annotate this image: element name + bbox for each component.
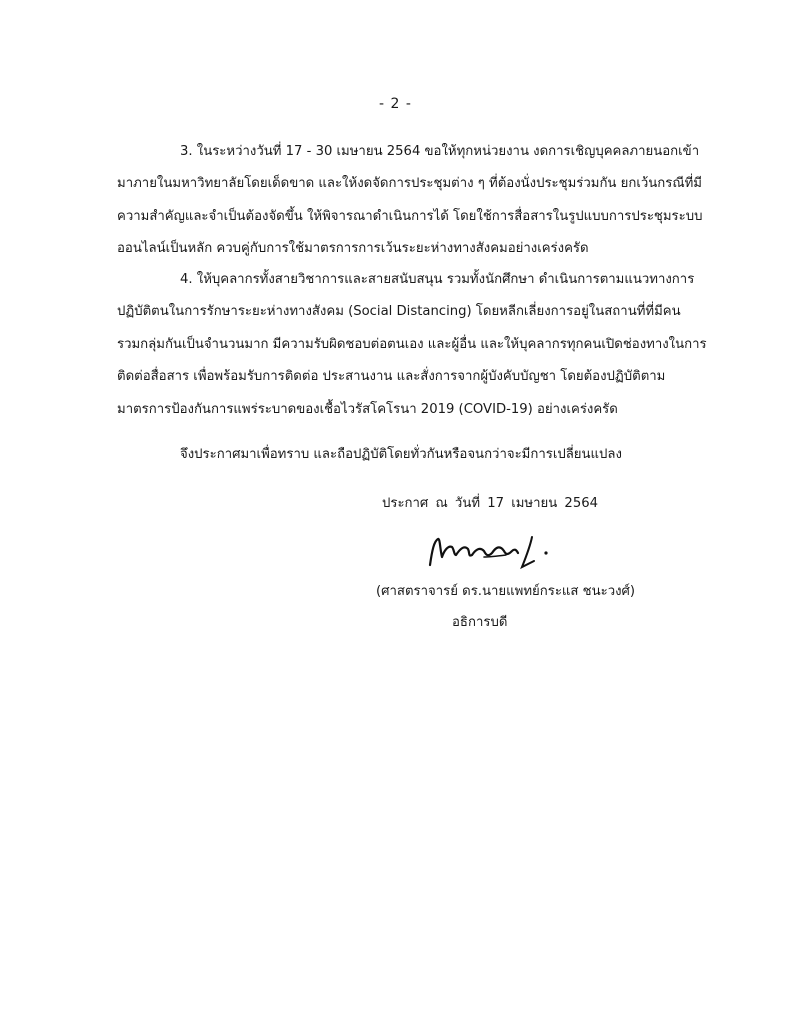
paragraph-line: ปฏิบัติตนในการรักษาระยะห่างทางสังคม (Social Distancing) โดยหลีกเลี่ยงการอยู่ในสถานที่ที่มีคน [117,304,681,320]
paragraph-line: 4. ให้บุคลากรทั้งสายวิชาการและสายสนับสนุน รวมทั้งนักศึกษา ดำเนินการตามแนวทางการ [180,272,695,287]
paragraph-3 [117,136,703,266]
signatory-name: (ศาสตราจารย์ ดร.นายแพทย์กระแส ชนะวงศ์) [376,584,636,599]
paragraph-line: มาตรการป้องกันการแพร่ระบาดของเชื้อไวรัสโคโรนา 2019 (COVID-19) อย่างเคร่งครัด [117,401,618,417]
signatory-title: อธิการบดี [452,615,508,630]
paragraph-line: 3. ในระหว่างวันที่ 17 - 30 เมษายน 2564 ขอให้ทุกหน่วยงาน งดการเชิญบุคคลภายนอกเข้า [180,144,700,159]
page-number: - 2 - [379,96,412,112]
paragraph-4 [117,264,707,426]
handwritten-signature-icon [418,527,568,573]
paragraph-line: ความสำคัญและจำเป็นต้องจัดขึ้น ให้พิจารณาดำเนินการได้ โดยใช้การสื่อสารในรูปแบบการประชุมระบบ [117,208,703,224]
closing-statement: จึงประกาศมาเพื่อทราบ และถือปฏิบัติโดยทั่วกันหรือจนกว่าจะมีการเปลี่ยนแปลง [180,447,622,462]
paragraph-line: มาภายในมหาวิทยาลัยโดยเด็ดขาด และให้งดจัดการประชุมต่าง ๆ ที่ต้องนั่งประชุมร่วมกัน ยกเว้นกรณีที่มี [117,176,702,192]
announcement-date: ประกาศ ณ วันที่ 17 เมษายน 2564 [382,496,598,511]
paragraph-line: ออนไลน์เป็นหลัก ควบคู่กับการใช้มาตรการการเว้นระยะห่างทางสังคมอย่างเคร่งครัด [117,241,589,257]
paragraph-line: รวมกลุ่มกันเป็นจำนวนมาก มีความรับผิดชอบต่อตนเอง และผู้อื่น และให้บุคลากรทุกคนเปิดช่องทางในการ [117,336,707,352]
paragraph-line: ติดต่อสื่อสาร เพื่อพร้อมรับการติดต่อ ประสานงาน และสั่งการจากผู้บังคับบัญชา โดยต้องปฏิบัติตาม [117,369,666,385]
